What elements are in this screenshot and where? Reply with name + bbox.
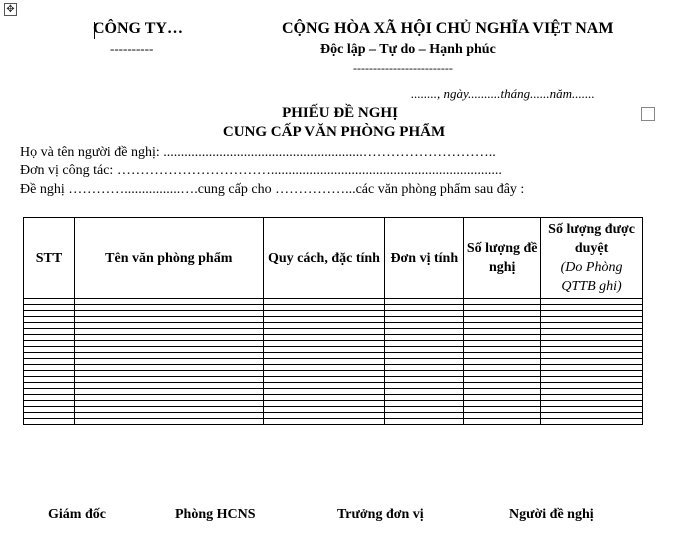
table-row bbox=[24, 419, 643, 425]
col-specification: Quy cách, đặc tính bbox=[263, 218, 385, 299]
company-name: CÔNG TY… bbox=[93, 20, 183, 37]
work-unit-field: Đơn vị công tác: …………………………….................................................................. bbox=[20, 163, 502, 178]
move-handle-icon[interactable]: ✥ bbox=[4, 3, 17, 16]
form-subtitle: CUNG CẤP VĂN PHÒNG PHẨM bbox=[222, 124, 446, 140]
table-cell[interactable] bbox=[541, 419, 643, 425]
nation-heading: CỘNG HÒA XÃ HỘI CHỦ NGHĨA VIỆT NAM bbox=[282, 20, 614, 37]
table-cell[interactable] bbox=[74, 419, 263, 425]
table-cell[interactable] bbox=[24, 419, 75, 425]
company-underline: ---------- bbox=[110, 41, 154, 56]
col-item-name: Tên văn phòng phẩm bbox=[74, 218, 263, 299]
table-header-row bbox=[24, 218, 643, 299]
form-title: PHIẾU ĐỀ NGHỊ bbox=[282, 105, 398, 121]
requester-name-field: Họ và tên người đề nghị: .........................................................……………………….. bbox=[20, 145, 496, 160]
date-line: ........, ngày..........tháng......năm....... bbox=[411, 86, 595, 101]
table-cell[interactable] bbox=[385, 419, 464, 425]
national-motto: Độc lập – Tự do – Hạnh phúc bbox=[320, 42, 496, 57]
col-unit: Đơn vị tính bbox=[385, 218, 464, 299]
stationery-table bbox=[23, 217, 643, 425]
col-approved-qty-note: (Do Phòng QTTB ghi) bbox=[560, 260, 623, 294]
signature-director: Giám đốc bbox=[48, 507, 106, 522]
request-line: Đề nghị …………................….cung cấp cho ……………...các văn phòng phẩm sau đây : bbox=[20, 182, 525, 197]
signature-unit-head: Trưởng đơn vị bbox=[337, 507, 424, 522]
table-cell[interactable] bbox=[464, 419, 541, 425]
col-approved-qty bbox=[541, 218, 643, 299]
col-stt: STT bbox=[24, 218, 75, 299]
signature-hr-admin: Phòng HCNS bbox=[175, 507, 256, 522]
col-requested-qty: Số lượng đề nghị bbox=[464, 218, 541, 299]
motto-underline: ------------------------- bbox=[353, 61, 453, 75]
table-cell[interactable] bbox=[263, 419, 385, 425]
col-approved-qty-label: Số lượng được duyệt bbox=[548, 222, 635, 256]
signature-requester: Người đề nghị bbox=[509, 507, 594, 522]
